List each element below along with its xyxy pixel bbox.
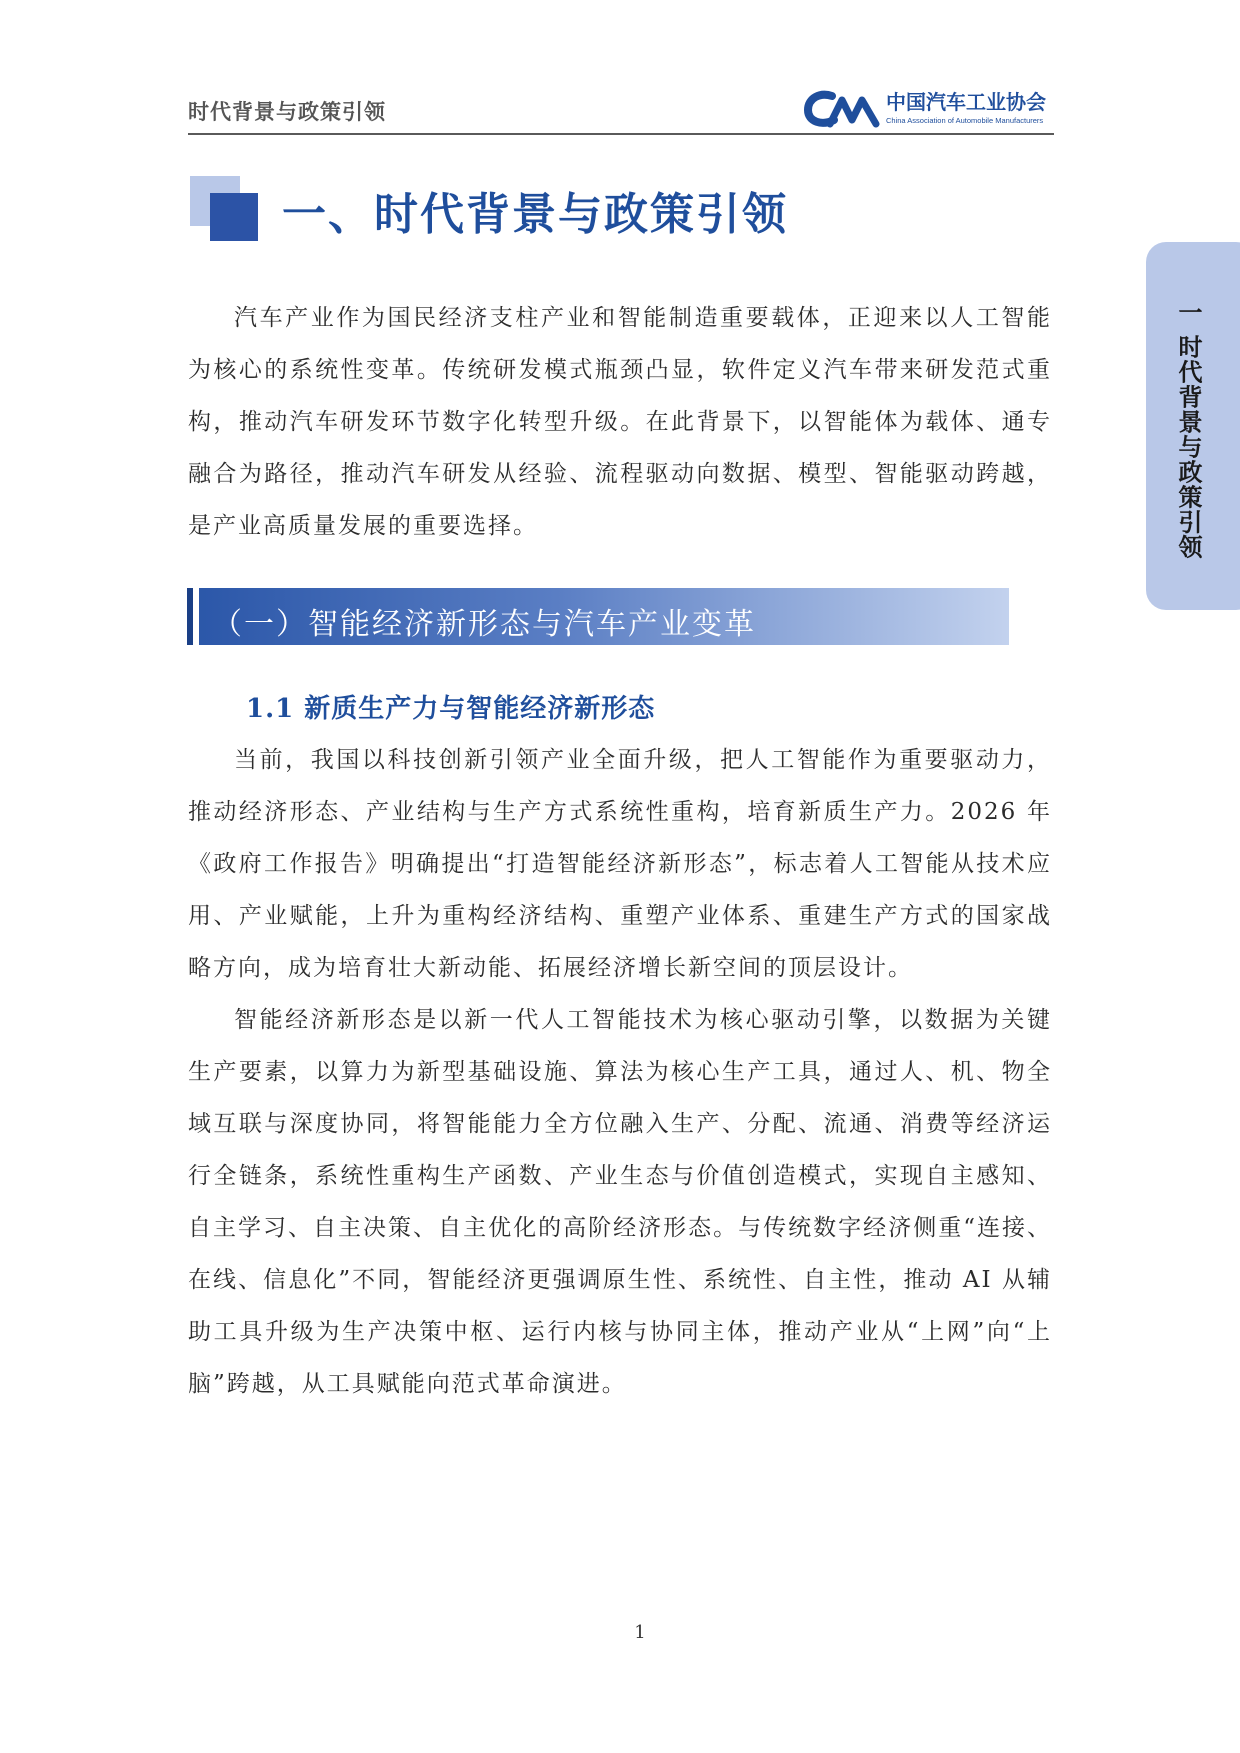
section-title: （一）智能经济新形态与汽车产业变革 <box>212 607 756 642</box>
caam-logo <box>802 86 1054 130</box>
intro-paragraph: 汽车产业作为国民经济支柱产业和智能制造重要载体，正迎来以人工智能为核心的系统性变革。传统研发模式瓶颈凸显，软件定义汽车带来研发范式重构，推动汽车研发环节数字化转型升级。在此背景下，以智能体为载体、通专融合为路径，推动汽车研发从经验、流程驱动向数据、模型、智能驱动跨越，是产业高质量发展的重要选择。 <box>188 305 1052 539</box>
body-paragraph-1: 当前，我国以科技创新引领产业全面升级，把人工智能作为重要驱动力，推动经济形态、产业结构与生产方式系统性重构，培育新质生产力。2026 年《政府工作报告》明确提出“打造智能经济新形态”，标志着人工智能从技术应用、产业赋能，上升为重构经济结构、重塑产业体系、重建生产方式的国家战略方向，成为培育壮大新动能、拓展经济增长新空间的顶层设计。 <box>188 747 1052 981</box>
running-header-title: 时代背景与政策引领 <box>188 100 386 124</box>
chapter-marker-dark <box>210 193 258 241</box>
caam-logo-icon <box>802 86 882 130</box>
logo-english-name: China Association of Automobile Manufacturers <box>886 116 1044 125</box>
page-number: 1 <box>634 1622 646 1643</box>
subsection-title: 1.1 新质生产力与智能经济新形态 <box>246 694 656 724</box>
section-heading-gap <box>193 588 199 645</box>
body-paragraph-2: 智能经济新形态是以新一代人工智能技术为核心驱动引擎，以数据为关键生产要素，以算力为新型基础设施、算法为核心生产工具，通过人、机、物全域互联与深度协同，将智能能力全方位融入生产、分配、流通、消费等经济运行全链条，系统性重构生产函数、产业生态与价值创造模式，实现自主感知、自主学习、自主决策、自主优化的高阶经济形态。与传统数字经济侧重“连接、在线、信息化”不同，智能经济更强调原生性、系统性、自主性，推动 AI 从辅助工具升级为生产决策中枢、运行内核与协同主体，推动产业从“上网”向“上脑”跨越，从工具赋能向范式革命演进。 <box>188 1007 1052 1397</box>
chapter-title: 一、时代背景与政策引领 <box>282 189 788 240</box>
logo-chinese-name: 中国汽车工业协会 <box>886 90 1046 114</box>
chapter-side-tab-label: 一 时代背景与政策引领 <box>1174 300 1202 560</box>
header-divider <box>188 133 1054 135</box>
